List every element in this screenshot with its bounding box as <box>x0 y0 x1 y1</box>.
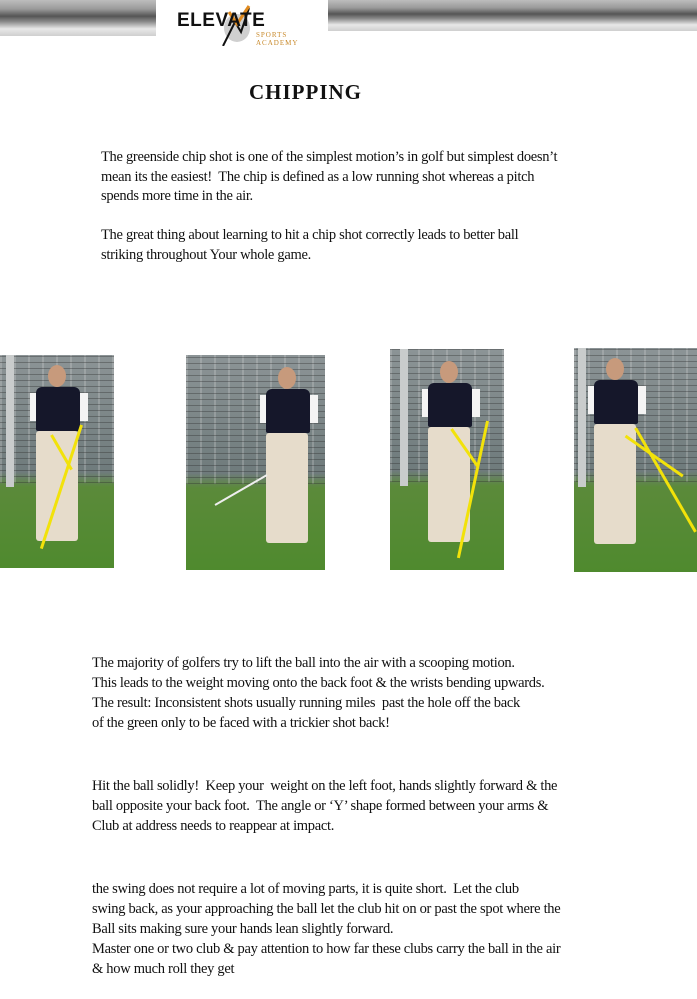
body-paragraph-4 <box>92 939 560 979</box>
text-line: & how much roll they get <box>92 961 235 977</box>
text-line: Ball sits making sure your hands lean slightly forward. <box>92 921 394 937</box>
logo-text: ELEVATE <box>177 10 266 31</box>
text-line: spends more time in the air. <box>101 188 253 204</box>
page-title: CHIPPING <box>249 80 362 104</box>
chip-photo-follow-through <box>574 348 697 572</box>
chip-photo-address <box>0 355 114 568</box>
text-line: The greenside chip shot is one of the simplest motion’s in golf but simplest doesn’t <box>101 149 558 165</box>
text-line: of the green only to be faced with a trickier shot back! <box>92 715 390 731</box>
body-paragraph-2 <box>92 776 557 836</box>
header-bar-right <box>328 0 697 31</box>
text-line: The majority of golfers try to lift the ball into the air with a scooping motion. <box>92 655 515 671</box>
text-line: Hit the ball solidly! Keep your weight on the left foot, hands slightly forward & the <box>92 778 558 794</box>
body-paragraph-3 <box>92 879 560 939</box>
text-line: striking throughout Your whole game. <box>101 246 311 263</box>
text-line: Club at address needs to reappear at impact. <box>92 818 335 834</box>
text-line: swing back, as your approaching the ball let the club hit on or past the spot where the <box>92 901 561 917</box>
body-paragraph-1 <box>92 653 544 733</box>
intro-paragraph-1 <box>101 148 557 207</box>
text-line: mean its the easiest! The chip is defined as a low running shot whereas a pitch <box>101 168 535 185</box>
header-bar-left <box>0 0 156 36</box>
text-line: the swing does not require a lot of moving parts, it is quite short. Let the club <box>92 881 519 897</box>
text-line: Master one or two club & pay attention to how far these clubs carry the ball in the air <box>92 941 561 957</box>
text-line: The result: Inconsistent shots usually running miles past the hole off the back <box>92 695 520 711</box>
text-line: ball opposite your back foot. The angle or ‘Y’ shape formed between your arms & <box>92 798 549 814</box>
text-line: The great thing about learning to hit a chip shot correctly leads to better ball <box>101 227 519 243</box>
chip-photo-impact <box>390 349 504 570</box>
elevate-logo <box>160 0 325 48</box>
logo-subtext: SPORTS ACADEMY <box>256 31 299 47</box>
chip-photo-backswing <box>186 355 325 570</box>
intro-paragraph-2 <box>101 226 518 265</box>
text-line: This leads to the weight moving onto the back foot & the wrists bending upwards. <box>92 675 545 691</box>
